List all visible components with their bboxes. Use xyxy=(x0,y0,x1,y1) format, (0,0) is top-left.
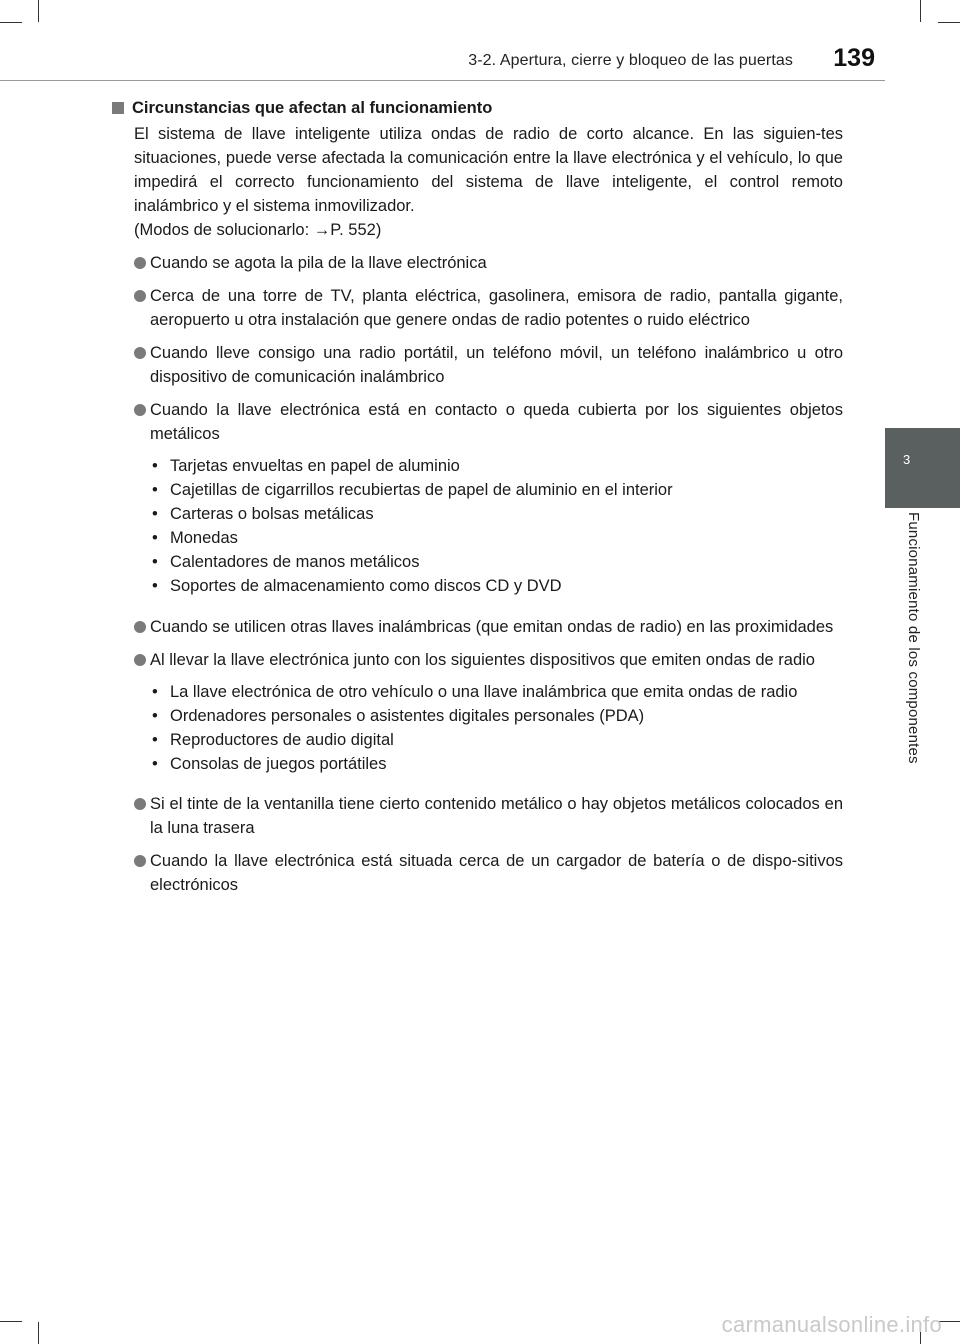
sub-list xyxy=(150,680,843,776)
list-item xyxy=(134,398,843,446)
list-item-text: Cuando se utilicen otras llaves inalámbricas (que emitan ondas de radio) en las proximidades xyxy=(150,617,834,636)
circle-bullet-icon xyxy=(134,798,146,810)
list-item-text: Cuando la llave electrónica está situada cerca de un cargador de batería o de dispo-sitivos electrónicos xyxy=(150,852,843,894)
sub-list-item: • Calentadores de manos metálicos xyxy=(152,553,420,571)
section-title: 3-2. Apertura, cierre y bloqueo de las puertas xyxy=(468,52,793,69)
sub-list-item: • Tarjetas envueltas en papel de aluminio xyxy=(152,457,460,475)
square-bullet-icon xyxy=(112,102,124,114)
list-item xyxy=(134,615,843,639)
sub-list-item: • La llave electrónica de otro vehículo o una llave inalámbrica que emita ondas de radio xyxy=(152,682,798,701)
sub-list-item: • Cajetillas de cigarrillos recubiertas de papel de aluminio en el interior xyxy=(152,481,673,499)
list-item-text: Cuando la llave electrónica está en contacto o queda cubierta por los siguientes objetos metálicos xyxy=(150,401,843,443)
list-item-text: Si el tinte de la ventanilla tiene cierto contenido metálico o hay objetos metálicos colocados en la luna trasera xyxy=(150,795,843,837)
list-item xyxy=(134,251,843,275)
page-content xyxy=(112,96,843,897)
sub-list-item: • Carteras o bolsas metálicas xyxy=(152,505,374,523)
watermark: carmanualsonline.info xyxy=(721,1312,942,1337)
crop-mark xyxy=(920,0,921,22)
circle-bullet-icon xyxy=(134,257,146,269)
list-item-text: Cuando lleve consigo una radio portátil, un teléfono móvil, un teléfono inalámbrico u otro dispositivo de comunicación inalámbrico xyxy=(150,344,843,386)
circle-bullet-icon xyxy=(134,621,146,633)
crop-mark xyxy=(938,22,960,23)
chapter-tab xyxy=(885,428,960,508)
chapter-number: 3 xyxy=(903,452,911,467)
list-item xyxy=(134,792,843,840)
list-item xyxy=(134,284,843,332)
intro-text: El sistema de llave inteligente utiliza ondas de radio de corto alcance. En las siguien-tes situaciones, puede verse afectada la comunicación entre la llave electrónica y el vehículo, lo que impedirá el correcto funcionamiento del sistema de llave inteligente, el control remoto inalámbrico y el sistema inmovilizador. xyxy=(134,125,843,215)
crop-mark xyxy=(38,1322,39,1344)
list-item-text: Cuando se agota la pila de la llave electrónica xyxy=(150,254,487,272)
header-rule xyxy=(0,80,885,81)
list-item xyxy=(134,648,843,672)
chapter-label: Funcionamiento de los componentes xyxy=(905,512,922,764)
page-number: 139 xyxy=(833,44,875,72)
section-heading xyxy=(112,96,843,120)
list-item xyxy=(134,341,843,389)
list-item xyxy=(134,849,843,897)
sub-list-item: • Ordenadores personales o asistentes digitales personales (PDA) xyxy=(152,706,645,725)
circle-bullet-icon xyxy=(134,404,146,416)
sub-list-item: • Soportes de almacenamiento como discos CD y DVD xyxy=(152,577,562,595)
sub-list-item: • Reproductores de audio digital xyxy=(152,730,394,749)
sub-list-item: • Consolas de juegos portátiles xyxy=(152,754,387,773)
intro-reference: (Modos de solucionarlo: →P. 552) xyxy=(134,221,382,239)
list-item-text: Cerca de una torre de TV, planta eléctrica, gasolinera, emisora de radio, pantalla gigante, aeropuerto u otra instalación que genere ondas de radio potentes o ruido eléctrico xyxy=(150,287,843,329)
list-item-text: Al llevar la llave electrónica junto con los siguientes dispositivos que emiten ondas de radio xyxy=(150,650,815,669)
page-header xyxy=(0,0,885,82)
crop-mark xyxy=(0,1321,22,1322)
circle-bullet-icon xyxy=(134,290,146,302)
intro-paragraph xyxy=(134,122,843,242)
circle-bullet-icon xyxy=(134,654,146,666)
heading-text: Circunstancias que afectan al funcionamiento xyxy=(132,99,493,117)
sub-list xyxy=(150,454,843,598)
sub-list-item: • Monedas xyxy=(152,529,238,547)
circle-bullet-icon xyxy=(134,347,146,359)
circle-bullet-icon xyxy=(134,855,146,867)
